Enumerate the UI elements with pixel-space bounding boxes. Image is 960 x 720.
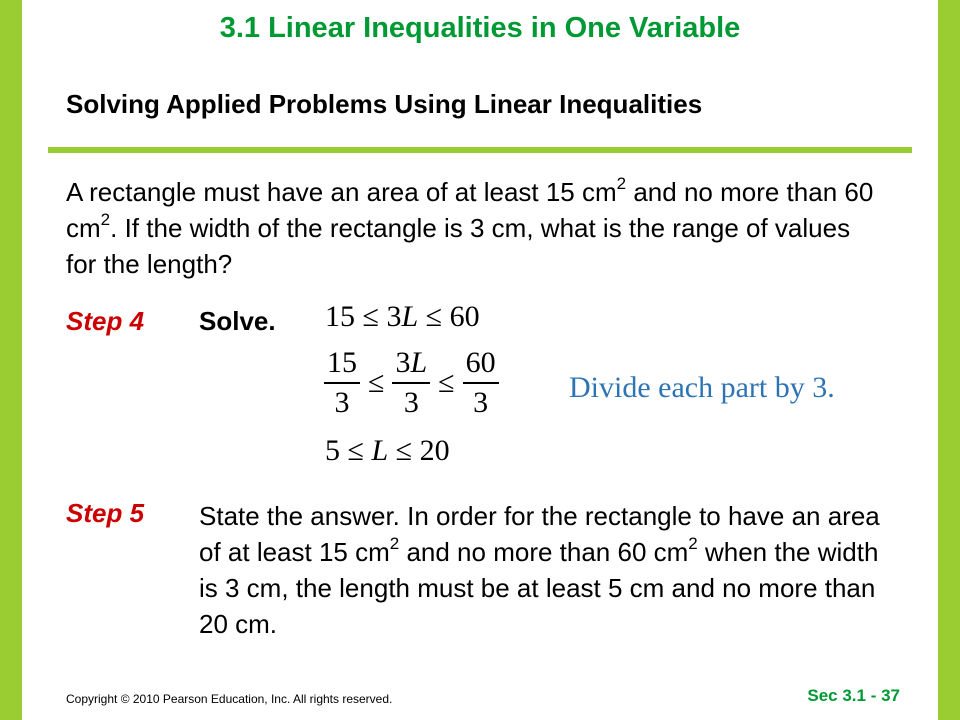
step5-answer: State the answer. In order for the rectangle to have an area of at least 15 $cm^2$ and no more than 60 $cm^2$ when the width is 3 cm, the length must be at least 5 cm and no more than 20 cm. (199, 501, 880, 639)
left-accent-bar (0, 0, 22, 720)
fraction-3: $\frac{60}{3}$ (463, 346, 499, 420)
slide-subtitle: Solving Applied Problems Using Linear Inequalities (66, 89, 703, 119)
slide-title: 3.1 Linear Inequalities in One Variable (219, 12, 741, 44)
fraction-2: $\frac{3L}{3}$ (392, 346, 430, 420)
inequality-line-3: 5 ≤ L ≤ 20 (325, 434, 450, 467)
step4-title: Solve. (199, 306, 276, 336)
divider-rule (48, 147, 912, 153)
inequality-fractions: $\frac{15}{3}$ ≤ $\frac{3L}{3}$ ≤ $\frac{60}{3}$ (322, 346, 501, 420)
right-accent-bar (938, 0, 960, 720)
step4-hint: Divide each part by 3. (569, 371, 835, 404)
inequality-line-1: 15 ≤ 3L ≤ 60 (325, 300, 480, 333)
fraction-1: $\frac{15}{3}$ (324, 346, 360, 420)
step5-label: Step 5 (66, 498, 145, 528)
problem-statement: A rectangle must have an area of at least 15 $cm^2$ and no more than 60 $cm^2$. If the width of the rectangle is 3 cm, what is the range of values for the length? (66, 174, 874, 279)
step4-label: Step 4 (66, 306, 145, 336)
section-page-number: Sec 3.1 - 37 (807, 686, 900, 705)
copyright-footer: Copyright © 2010 Pearson Education, Inc. All rights reserved. (66, 692, 393, 706)
